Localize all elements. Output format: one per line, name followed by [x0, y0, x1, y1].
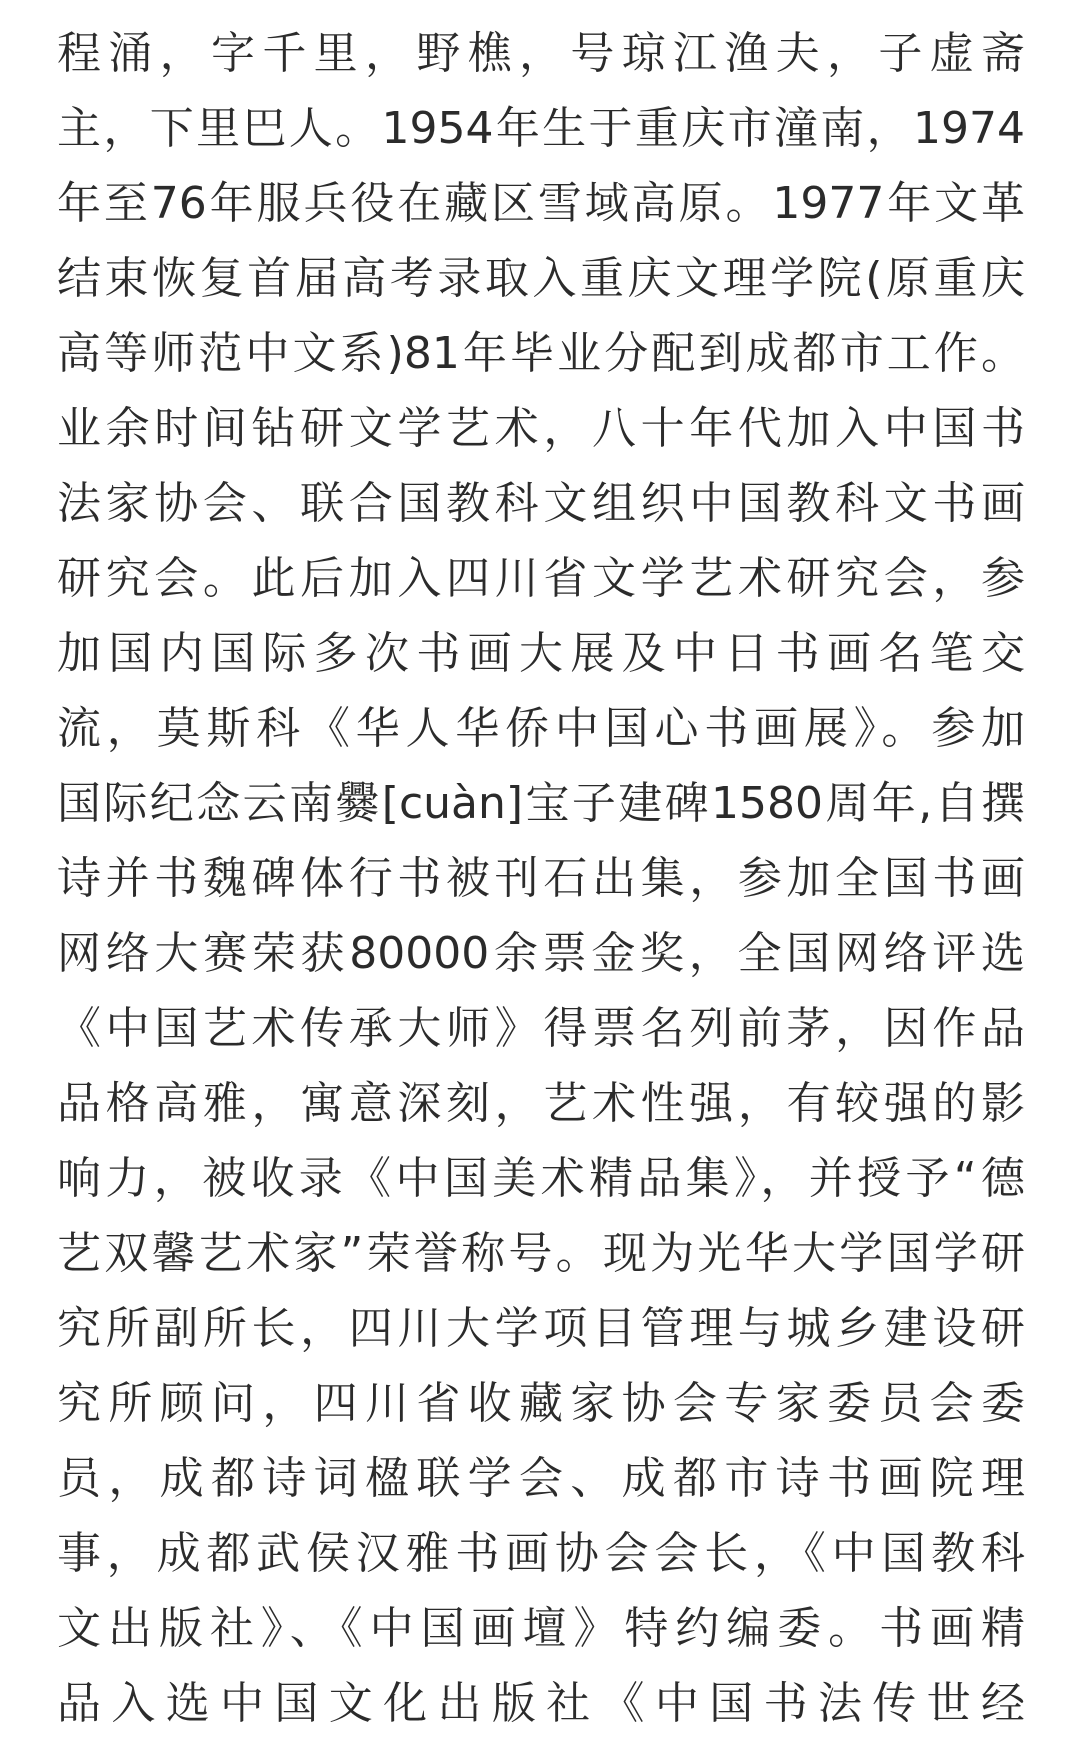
text-line-3: 年至76年服兵役在藏区雪域高原。1977年文革 [57, 178, 1025, 229]
text-line-17: 艺双馨艺术家”荣誉称号。现为光华大学国学研 [57, 1228, 1025, 1279]
text-line-7: 法家协会、联合国教科文组织中国教科文书画 [57, 478, 1025, 529]
text-line-9: 加国内国际多次书画大展及中日书画名笔交 [57, 628, 1025, 679]
text-line-10: 流，莫斯科《华人华侨中国心书画展》。参加 [57, 703, 1025, 754]
text-line-15: 品格高雅，寓意深刻，艺术性强，有较强的影 [57, 1078, 1025, 1129]
text-line-16: 响力，被收录《中国美术精品集》，并授予“德 [57, 1153, 1025, 1204]
text-line-13: 网络大赛荣获80000余票金奖，全国网络评选 [57, 928, 1025, 979]
text-line-6: 业余时间钻研文学艺术，八十年代加入中国书 [57, 403, 1025, 454]
text-line-1: 程涌，字千里，野樵，号琼江渔夫，子虚斋 [57, 28, 1025, 79]
text-line-19: 究所顾问，四川省收藏家协会专家委员会委 [57, 1378, 1025, 1429]
text-line-18: 究所副所长，四川大学项目管理与城乡建设研 [57, 1303, 1025, 1354]
text-line-21: 事，成都武侯汉雅书画协会会长，《中国教科 [57, 1528, 1025, 1579]
text-line-22: 文出版社》、《中国画壇》特约编委。书画精 [57, 1603, 1025, 1654]
biography-text [57, 16, 1025, 1741]
text-line-2: 主，下里巴人。1954年生于重庆市潼南，1974 [57, 103, 1025, 154]
text-line-4: 结束恢复首届高考录取入重庆文理学院(原重庆 [57, 253, 1025, 304]
text-line-12: 诗并书魏碑体行书被刊石出集，参加全国书画 [57, 853, 1025, 904]
text-line-5: 高等师范中文系)81年毕业分配到成都市工作。 [57, 328, 1025, 379]
text-line-20: 员，成都诗词楹联学会、成都市诗书画院理 [57, 1453, 1025, 1504]
text-line-8: 研究会。此后加入四川省文学艺术研究会，参 [57, 553, 1025, 604]
text-line-11: 国际纪念云南爨[cuàn]宝子建碑1580周年,自撰 [57, 778, 1025, 829]
text-line-14: 《中国艺术传承大师》得票名列前茅，因作品 [57, 1003, 1025, 1054]
text-line-23: 品入选中国文化出版社《中国书法传世经 [57, 1678, 1025, 1729]
